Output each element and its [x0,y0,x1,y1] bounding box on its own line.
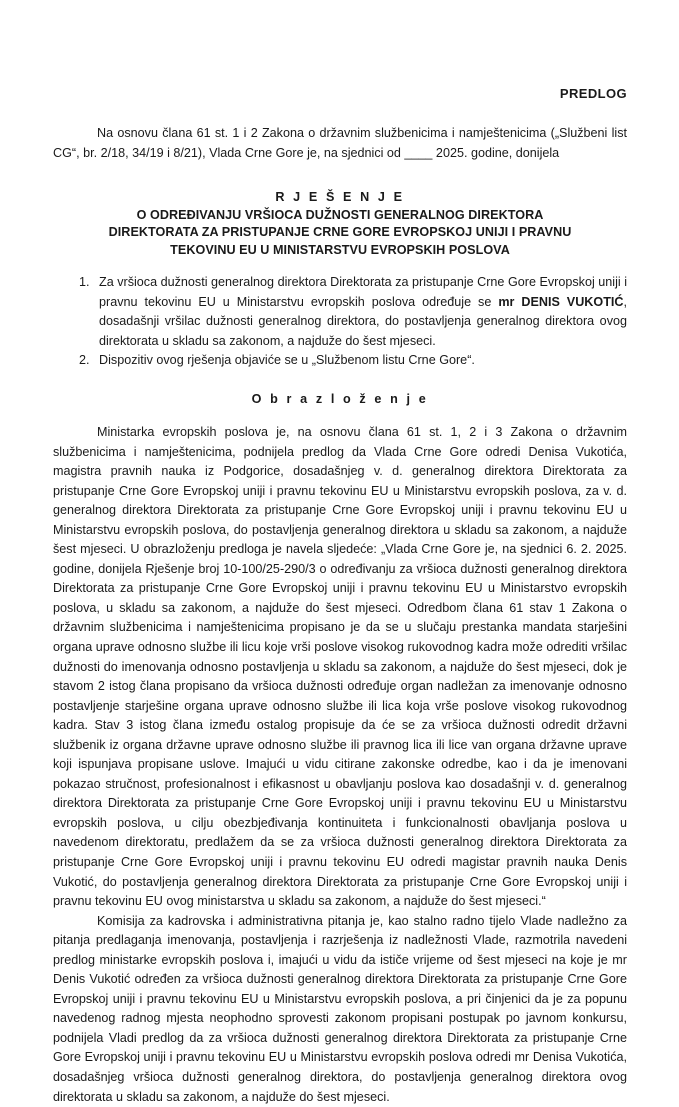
preamble-paragraph: Na osnovu člana 61 st. 1 i 2 Zakona o državnim službenicima i namještenicima („Službeni list CG“, br. 2/18, 34/19 i 8/21), Vlada Crne Gore je, na sjednici od ____ 2025. godine, donijela [53,126,627,160]
list-item-text-after: , dosadašnji vršilac dužnosti generalnog direktora, do postavljenja generalnog direktora ovog direktorata u skladu sa zakonom, a najduže do šest mjeseci. [99,294,627,348]
top-spacer [53,0,627,86]
title-line-2: O ODREĐIVANJU VRŠIOCA DUŽNOSTI GENERALNOG DIREKTORA [136,207,544,222]
title-line-3: DIREKTORATA ZA PRISTUPANJE CRNE GORE EVROPSKOJ UNIJI I PRAVNU [108,225,572,239]
list-item [93,351,627,371]
explanation-paragraph-1: Ministarka evropskih poslova je, na osnovu člana 61 st. 1, 2 i 3 Zakona o državnim službenicima i namještenicima, podnijela predlog da Vlada Crne Gore odredi Denisa Vukotića, magistra pravnih nauka iz Podgorice, dosadašnjeg v. d. generalnog direktora Direktorata za pristupanje Crne Gore Evropskoj uniji i pravnu tekovinu EU u Ministarstvu evropskih poslova, za v. d. generalnog direktora Direktorata za pristupanje Crne Gore Evropskoj uniji i pravnu tekovinu EU u Ministarstvu evropskih poslova, do postavljenja generalnog direktora u skladu sa zakonom, a najduže šest mjeseci. U obrazloženju predloga je navela sljedeće: „Vlada Crne Gore je, na sjednici 6. 2. 2025. godine, donijela Rješenje broj 10-100/25-290/3 o određivanju za vršioca dužnosti generalnog direktora Direktorata za pristupanje Crne Gore Evropskoj uniji i pravnu tekovinu EU u Ministarstvo evropskih poslova, u skladu sa zakonom, a najduže do šest mjeseci. Odredbom člana 61 stav 1 Zakona o državnim službenicima i namještenicima propisano je da se u slučaju prestanka mandata starješini organa uprave odnosno službe ili licu koje vrši poslove visokog rukovodnog kadra može odrediti vršilac dužnosti do imenovanja odnosno postavljenja u skladu sa zakonom, a najduže do šest mjeseci, dok je stavom 2 istog člana propisano da vršioca dužnosti određuje organ nadležan za imenovanje odnosno postavljenje starješine organa uprave odnosno službe ili lica koja vrše poslove visokog rukovodnog kadra. Stav 3 istog člana između ostalog propisuje da će se za vršioca dužnosti odredit državni službenik iz organa državne uprave odnosno službe ili pravnog lica ili lice van organa državne uprave koji ispunjava propisane uslove. Imajući u vidu citirane zakonske odredbe, kao i da je imenovani pokazao stručnost, profesionalnost i efikasnost u obavljanju poslova kao dosadašnji v. d. generalnog direktora Direktorata za pristupanje Crne Gore Evropskoj uniji i pravnu tekovinu EU u Ministarstvu evropskih poslova, u cilju obezbjeđivanja kontinuiteta i funkcionalnosti obavljanja poslova u navedenom direktoratu, predlažem da se za vršioca dužnosti generalnog direktora Direktorata za pristupanje Crne Gore Evropskoj uniji i pravnu tekovinu EU odredi magistar pravnih nauka Denis Vukotić, do postavljenja generalnog direktora Direktorata za pristupanje Crne Gore Evropskoj uniji i pravnu tekovinu EU ovog ministarstva u skladu sa zakonom, a najduže do šest mjeseci.“ [53,424,627,909]
explanation-paragraph-2: Komisija za kadrovska i administrativna pitanja je, kao stalno radno tijelo Vlade nadležno za pitanja predlaganja imenovanja, postavljenja i razrješenja iz nadležnosti Vlade, razmotrila navedeni predlog ministarke evropskih poslova i, imajući u vidu da ističe vrijeme od šest mjeseci na koje je mr Denis Vukotić određen za vršioca dužnosti generalnog direktora Direktorata za pristupanje Crne Gore Evropskoj uniji i pravnu tekovinu EU u Ministarstvu evropskih poslova, a pri činjenici da je za popunu navedenog radnog mjesta neophodno sprovesti zakonom propisani postupak po javnom konkursu, podnijela Vladi predlog da za vršioca dužnosti generalnog direktora Direktorata za pristupanje Crne Gore Evropskoj uniji i pravnu tekovinu EU u Ministarstvu evropskih poslova odredi mr Denisa Vukotića, dosadašnjeg vršioca dužnosti generalnog direktora, do postavljenja generalnog direktora ovog direktorata u skladu sa zakonom, a najduže do šest mjeseci. [53,913,627,1104]
list-item-text-bold: mr DENIS VUKOTIĆ [498,294,624,309]
list-item-text-before: Za vršioca dužnosti generalnog direktora Direktorata za pristupanje Crne Gore Evropskoj uniji i pravnu tekovinu EU u Ministarstvu evropskih poslova određuje se [99,275,627,309]
list-item-text-before: Dispozitiv ovog rješenja objaviće se u „Službenom listu Crne Gore“. [99,353,475,368]
title-line-4: TEKOVINU EU U MINISTARSTVU EVROPSKIH POSLOVA [170,242,510,257]
document-title [53,189,627,259]
dispositive-list [53,273,627,371]
title-line-1: R J E Š E N J E [275,190,405,204]
explanation-heading: O b r a z l o ž e n j e [251,391,429,406]
list-item [93,273,627,351]
document-label: PREDLOG [559,86,627,101]
